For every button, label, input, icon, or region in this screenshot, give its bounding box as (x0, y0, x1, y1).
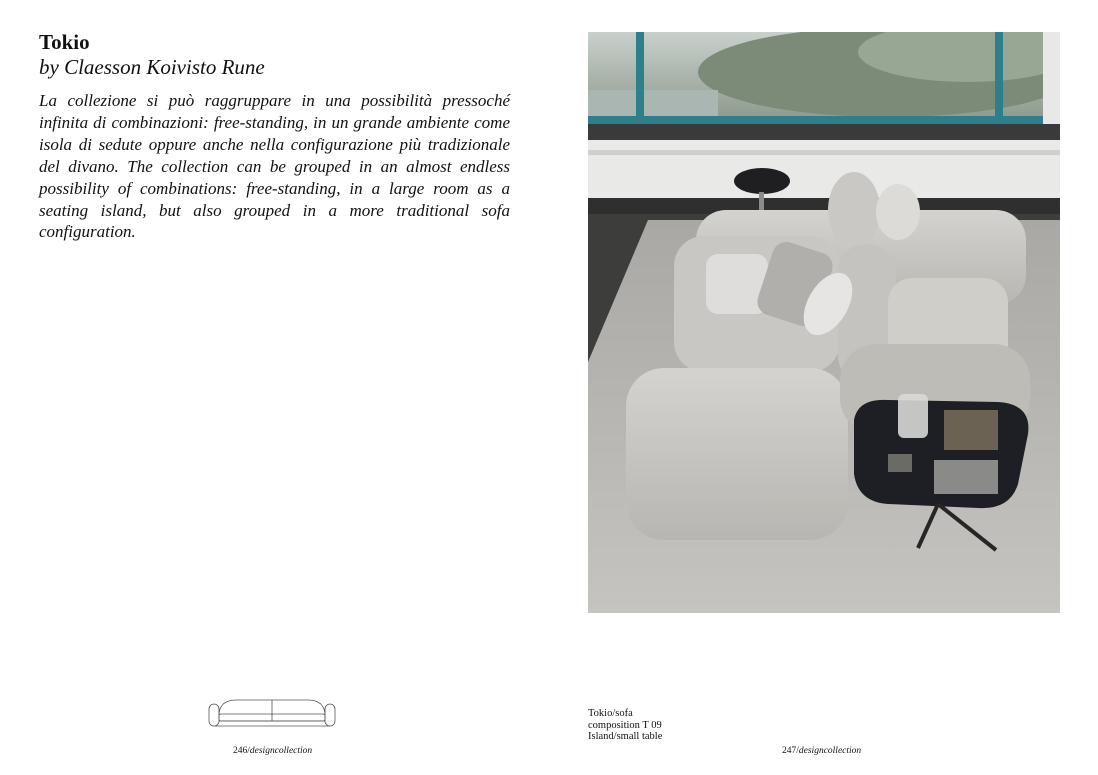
product-description: La collezione si può raggruppare in una possibilità pressoché infinita di combinazioni: free-standing, in un grande ambiente come isola di sedute oppure anche nella configurazione più tradizionale del divano. The collection can be grouped in an almost endless possibility of combinations: free-standing, in a large room as a seating island, but also grouped in a more traditional sofa configuration. (39, 91, 510, 242)
right-page (549, 0, 1098, 775)
folio-label: designcollection (798, 746, 862, 756)
photo-caption (588, 708, 662, 743)
caption-line-3: Island/small table (588, 731, 663, 743)
folio-label: designcollection (249, 746, 313, 756)
sofa-outline-drawing (206, 698, 338, 728)
page-number-left (233, 745, 312, 757)
page-number-right (782, 745, 861, 757)
product-photo (588, 32, 1060, 613)
folio-number: 247/ (782, 746, 799, 756)
caption-line-1: Tokio/sofa (588, 708, 633, 719)
caption-line-2: composition T 09 (588, 719, 662, 731)
folio-number: 246/ (233, 746, 250, 756)
sofa-room-illustration (588, 32, 1060, 613)
product-title: Tokio (39, 30, 90, 54)
designer-credit: by Claesson Koivisto Rune (39, 55, 265, 79)
